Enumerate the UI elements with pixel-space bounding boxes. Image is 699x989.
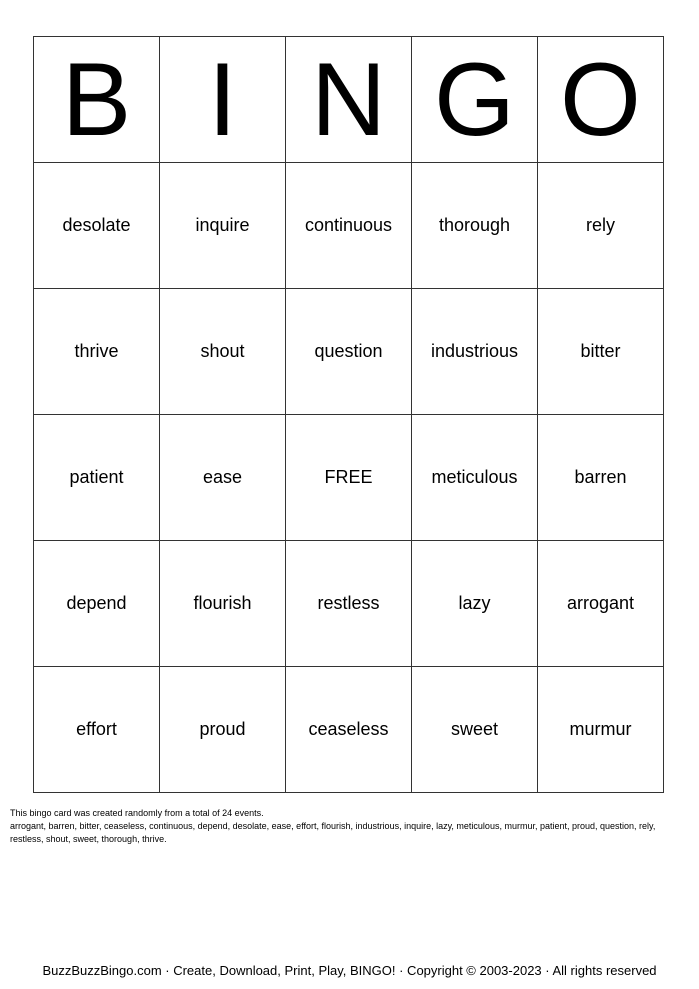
grid-cell: flourish [160,541,286,667]
card-caption [10,807,690,846]
header-letter-n: N [286,37,412,163]
grid-cell: shout [160,289,286,415]
grid-row [34,541,664,667]
caption-word-list: arrogant, barren, bitter, ceaseless, continuous, depend, desolate, ease, effort, flourish, industrious, inquire, lazy, meticulous, murmur, patient, proud, question, rely, restless, shout, sweet, thorough, thrive. [10,821,656,844]
grid-cell: sweet [412,667,538,793]
grid-cell: patient [34,415,160,541]
grid-cell: proud [160,667,286,793]
grid-cell: murmur [538,667,664,793]
grid-row [34,289,664,415]
grid-row [34,163,664,289]
grid-cell: thorough [412,163,538,289]
grid-cell: industrious [412,289,538,415]
grid-cell: barren [538,415,664,541]
grid-cell: bitter [538,289,664,415]
site-footer: BuzzBuzzBingo.com · Create, Download, Print, Play, BINGO! · Copyright © 2003-2023 · All rights reserved [42,963,657,978]
header-letter-b: B [34,37,160,163]
header-letter-i: I [160,37,286,163]
grid-cell: ease [160,415,286,541]
grid-cell: effort [34,667,160,793]
grid-cell: meticulous [412,415,538,541]
grid-cell: continuous [286,163,412,289]
free-space-cell: FREE [286,415,412,541]
grid-cell: inquire [160,163,286,289]
grid-cell: ceaseless [286,667,412,793]
grid-cell: question [286,289,412,415]
bingo-card [33,36,664,793]
header-letter-o: O [538,37,664,163]
grid-cell: thrive [34,289,160,415]
caption-summary: This bingo card was created randomly from a total of 24 events. [10,808,264,818]
grid-cell: desolate [34,163,160,289]
grid-cell: arrogant [538,541,664,667]
grid-cell: lazy [412,541,538,667]
grid-row [34,667,664,793]
header-letter-g: G [412,37,538,163]
grid-cell: rely [538,163,664,289]
grid-cell: depend [34,541,160,667]
grid-row [34,415,664,541]
grid-cell: restless [286,541,412,667]
header-row [34,37,664,163]
